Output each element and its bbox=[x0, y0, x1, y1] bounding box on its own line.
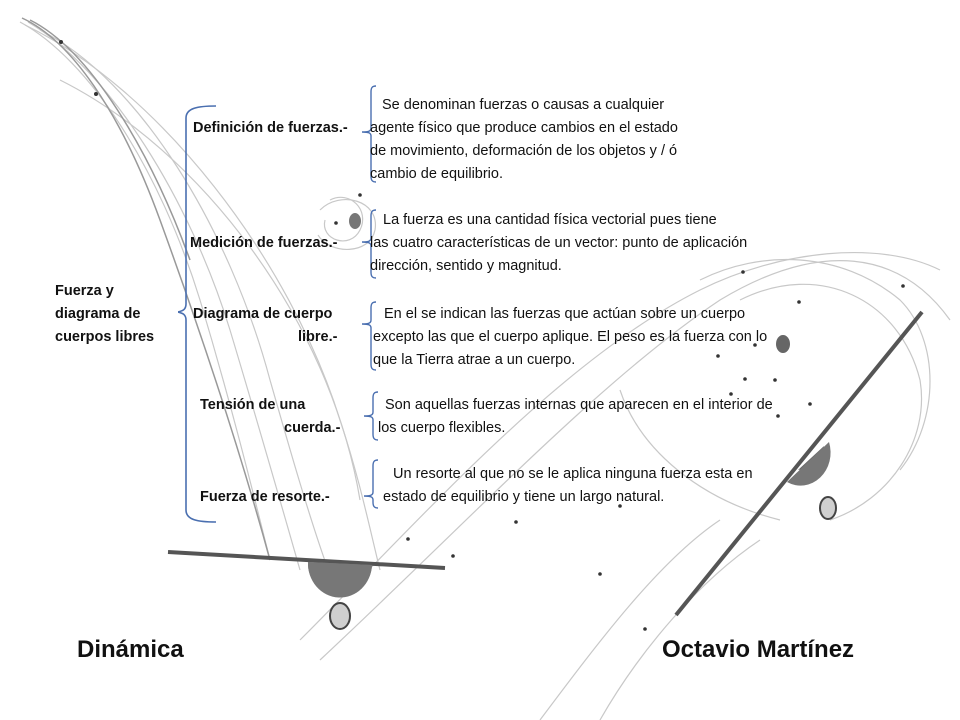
section-definicion-body-3: de movimiento, deformación de los objetos y / ó bbox=[370, 143, 678, 159]
section-resorte-body-1: Un resorte al que no se le aplica ninguna fuerza esta en bbox=[393, 466, 753, 482]
brace-resorte bbox=[362, 458, 382, 510]
section-medicion-body-3: dirección, sentido y magnitud. bbox=[370, 258, 562, 274]
section-definicion-body-1: Se denominan fuerzas o causas a cualquier bbox=[382, 97, 665, 113]
footer-subject: Dinámica bbox=[77, 636, 184, 663]
section-diagrama-body-2: excepto las que el cuerpo aplique. El peso es la fuerza con lo bbox=[373, 329, 768, 345]
root-topic-line-1: Fuerza y bbox=[55, 283, 114, 299]
section-tension-title-2: cuerda.- bbox=[284, 420, 341, 436]
section-diagrama-title-1: Diagrama de cuerpo bbox=[193, 306, 333, 322]
section-definicion-body-4: cambio de equilibrio. bbox=[370, 166, 503, 182]
section-tension-body-2: los cuerpo flexibles. bbox=[378, 420, 506, 436]
section-medicion-body-2: las cuatro características de un vector: punto de aplicación bbox=[370, 235, 748, 251]
root-topic-line-2: diagrama de bbox=[55, 306, 141, 322]
section-definicion-body-2: agente físico que produce cambios en el estado bbox=[370, 120, 678, 136]
section-medicion-body-1: La fuerza es una cantidad física vectorial pues tiene bbox=[383, 212, 717, 228]
section-tension-title-1: Tensión de una bbox=[200, 397, 306, 413]
footer-author: Octavio Martínez bbox=[662, 636, 855, 663]
root-topic-line-3: cuerpos libres bbox=[55, 329, 155, 345]
section-diagrama-title-2: libre.- bbox=[298, 329, 338, 345]
section-diagrama-body-3: que la Tierra atrae a un cuerpo. bbox=[373, 352, 576, 368]
section-tension-body-1: Son aquellas fuerzas internas que aparecen en el interior de bbox=[385, 397, 773, 413]
section-resorte-title: Fuerza de resorte.- bbox=[200, 489, 330, 505]
section-diagrama-body-1: En el se indican las fuerzas que actúan sobre un cuerpo bbox=[384, 306, 746, 322]
section-definicion-title: Definición de fuerzas.- bbox=[193, 120, 348, 136]
section-medicion-title: Medición de fuerzas.- bbox=[190, 235, 338, 251]
section-resorte-body-2: estado de equilibrio y tiene un largo natural. bbox=[383, 489, 665, 505]
